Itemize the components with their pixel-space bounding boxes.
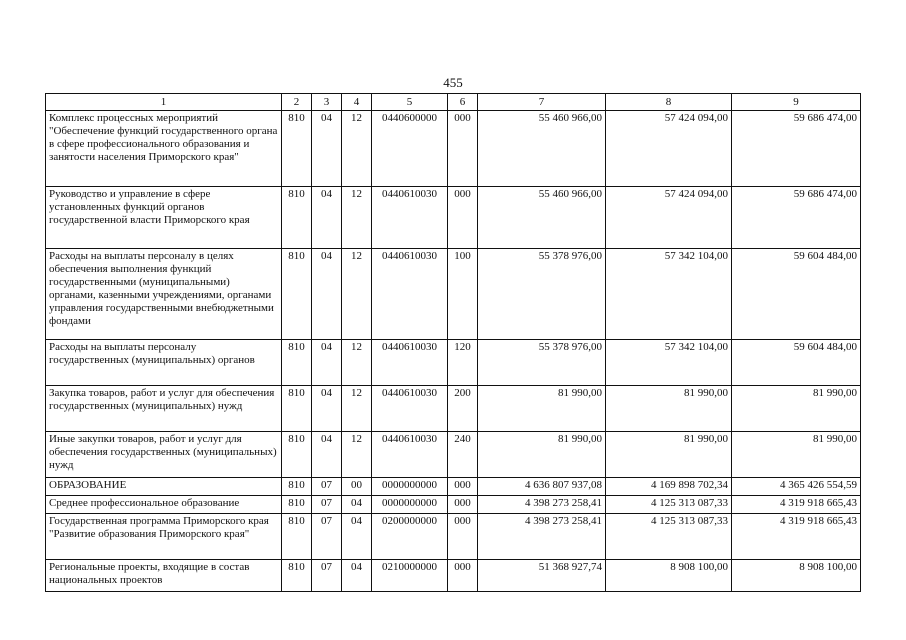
amount-col-8: 8 908 100,00 [606, 560, 732, 592]
code-col-4: 04 [342, 514, 372, 560]
amount-col-9: 59 604 484,00 [732, 249, 861, 340]
amount-col-9: 59 686 474,00 [732, 111, 861, 187]
row-name: Закупка товаров, работ и услуг для обеспечения государственных (муниципальных) нужд [46, 386, 282, 432]
header-row [46, 94, 861, 111]
amount-col-8: 57 342 104,00 [606, 340, 732, 386]
table-row [46, 478, 861, 496]
code-col-4: 12 [342, 249, 372, 340]
code-col-2: 810 [282, 111, 312, 187]
code-col-4: 12 [342, 432, 372, 478]
row-name: ОБРАЗОВАНИЕ [46, 478, 282, 496]
amount-col-8: 4 125 313 087,33 [606, 514, 732, 560]
code-col-6: 100 [448, 249, 478, 340]
row-name: Государственная программа Приморского края "Развитие образования Приморского края" [46, 514, 282, 560]
row-name: Комплекс процессных мероприятий "Обеспечение функций государственного органа в сфере профессионального образования и занятости населения Приморского края" [46, 111, 282, 187]
amount-col-8: 57 424 094,00 [606, 111, 732, 187]
column-header: 8 [606, 94, 732, 111]
amount-col-7: 55 460 966,00 [478, 111, 606, 187]
amount-col-7: 55 378 976,00 [478, 249, 606, 340]
table-row [46, 496, 861, 514]
column-header: 6 [448, 94, 478, 111]
amount-col-7: 51 368 927,74 [478, 560, 606, 592]
amount-col-7: 81 990,00 [478, 432, 606, 478]
amount-col-8: 57 342 104,00 [606, 249, 732, 340]
code-col-3: 07 [312, 560, 342, 592]
code-col-6: 000 [448, 514, 478, 560]
code-col-2: 810 [282, 386, 312, 432]
code-col-5: 0440610030 [372, 249, 448, 340]
code-col-3: 07 [312, 514, 342, 560]
code-col-5: 0000000000 [372, 496, 448, 514]
amount-col-7: 81 990,00 [478, 386, 606, 432]
amount-col-9: 4 319 918 665,43 [732, 514, 861, 560]
amount-col-9: 59 686 474,00 [732, 187, 861, 249]
amount-col-8: 4 125 313 087,33 [606, 496, 732, 514]
amount-col-9: 81 990,00 [732, 386, 861, 432]
code-col-2: 810 [282, 496, 312, 514]
code-col-6: 000 [448, 187, 478, 249]
row-name: Среднее профессиональное образование [46, 496, 282, 514]
code-col-5: 0440610030 [372, 187, 448, 249]
amount-col-7: 4 636 807 937,08 [478, 478, 606, 496]
row-name: Расходы на выплаты персоналу в целях обеспечения выполнения функций государственными (муниципальными) органами, казенными учреждениями, органами управления государственными внебюджетными фондами [46, 249, 282, 340]
amount-col-7: 4 398 273 258,41 [478, 496, 606, 514]
page-number: 455 [443, 75, 463, 90]
amount-col-9: 4 319 918 665,43 [732, 496, 861, 514]
code-col-4: 12 [342, 187, 372, 249]
amount-col-8: 81 990,00 [606, 386, 732, 432]
column-header: 5 [372, 94, 448, 111]
table-row [46, 111, 861, 187]
code-col-2: 810 [282, 560, 312, 592]
table-row [46, 386, 861, 432]
row-name: Региональные проекты, входящие в состав национальных проектов [46, 560, 282, 592]
code-col-4: 12 [342, 340, 372, 386]
code-col-4: 12 [342, 111, 372, 187]
amount-col-8: 57 424 094,00 [606, 187, 732, 249]
amount-col-7: 55 378 976,00 [478, 340, 606, 386]
column-header: 7 [478, 94, 606, 111]
amount-col-8: 4 169 898 702,34 [606, 478, 732, 496]
code-col-5: 0440610030 [372, 386, 448, 432]
column-header: 9 [732, 94, 861, 111]
code-col-6: 120 [448, 340, 478, 386]
code-col-3: 04 [312, 340, 342, 386]
code-col-4: 12 [342, 386, 372, 432]
code-col-3: 04 [312, 187, 342, 249]
code-col-5: 0440610030 [372, 432, 448, 478]
column-header: 2 [282, 94, 312, 111]
code-col-2: 810 [282, 432, 312, 478]
code-col-3: 07 [312, 496, 342, 514]
code-col-5: 0440600000 [372, 111, 448, 187]
code-col-2: 810 [282, 340, 312, 386]
code-col-3: 04 [312, 386, 342, 432]
code-col-2: 810 [282, 249, 312, 340]
code-col-3: 04 [312, 249, 342, 340]
code-col-4: 04 [342, 560, 372, 592]
amount-col-9: 81 990,00 [732, 432, 861, 478]
code-col-3: 07 [312, 478, 342, 496]
code-col-6: 200 [448, 386, 478, 432]
code-col-6: 000 [448, 496, 478, 514]
row-name: Руководство и управление в сфере установленных функций органов государственной власти Приморского края [46, 187, 282, 249]
table-row [46, 340, 861, 386]
table-row [46, 249, 861, 340]
code-col-3: 04 [312, 432, 342, 478]
table-row [46, 560, 861, 592]
column-header: 1 [46, 94, 282, 111]
code-col-6: 000 [448, 111, 478, 187]
column-header: 4 [342, 94, 372, 111]
amount-col-7: 4 398 273 258,41 [478, 514, 606, 560]
code-col-6: 000 [448, 560, 478, 592]
code-col-2: 810 [282, 478, 312, 496]
code-col-5: 0000000000 [372, 478, 448, 496]
row-name: Иные закупки товаров, работ и услуг для обеспечения государственных (муниципальных) нужд [46, 432, 282, 478]
table-row [46, 514, 861, 560]
amount-col-9: 4 365 426 554,59 [732, 478, 861, 496]
code-col-4: 00 [342, 478, 372, 496]
code-col-3: 04 [312, 111, 342, 187]
row-name: Расходы на выплаты персоналу государственных (муниципальных) органов [46, 340, 282, 386]
code-col-5: 0440610030 [372, 340, 448, 386]
code-col-6: 240 [448, 432, 478, 478]
table-row [46, 432, 861, 478]
code-col-4: 04 [342, 496, 372, 514]
code-col-5: 0210000000 [372, 560, 448, 592]
column-header: 3 [312, 94, 342, 111]
table-row [46, 187, 861, 249]
amount-col-8: 81 990,00 [606, 432, 732, 478]
code-col-2: 810 [282, 514, 312, 560]
code-col-5: 0200000000 [372, 514, 448, 560]
amount-col-9: 59 604 484,00 [732, 340, 861, 386]
budget-table [45, 93, 861, 592]
code-col-6: 000 [448, 478, 478, 496]
code-col-2: 810 [282, 187, 312, 249]
amount-col-7: 55 460 966,00 [478, 187, 606, 249]
amount-col-9: 8 908 100,00 [732, 560, 861, 592]
